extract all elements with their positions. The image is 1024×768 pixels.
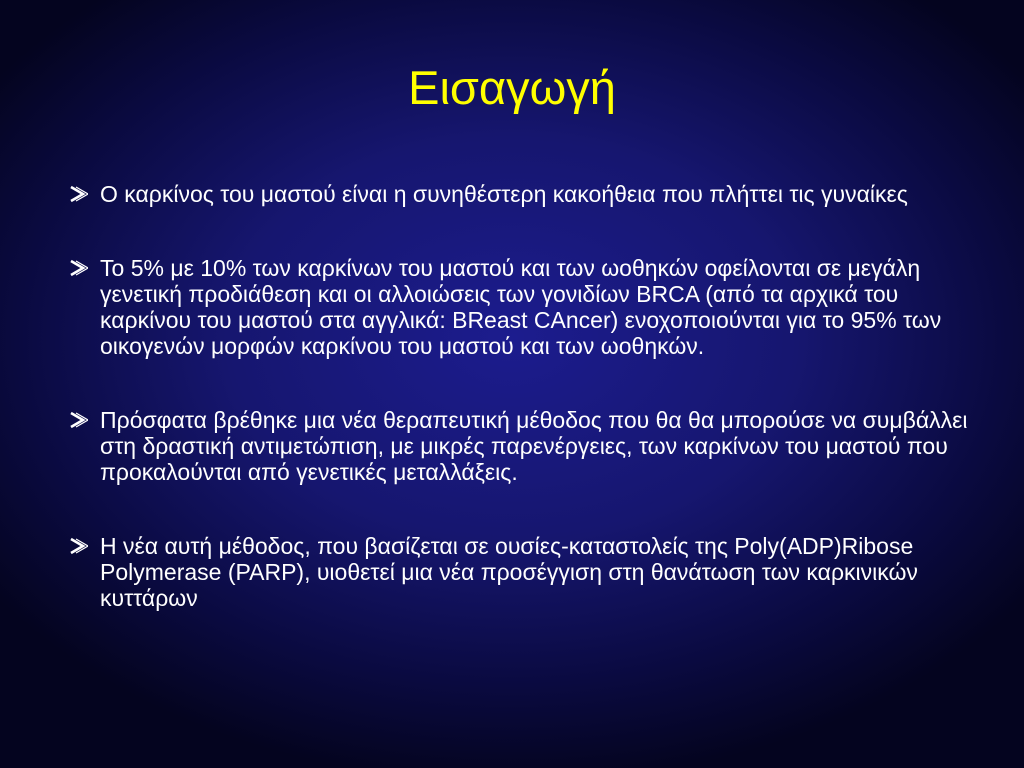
bullet-text: Ο καρκίνος του μαστού είναι η συνηθέστερη κακοήθεια που πλήττει τις γυναίκες xyxy=(100,181,908,207)
arrow-bullet-icon xyxy=(68,185,88,203)
arrow-bullet-icon xyxy=(68,537,88,555)
bullet-item xyxy=(62,255,972,359)
bullet-text: Η νέα αυτή μέθοδος, που βασίζεται σε ουσίες-καταστολείς της Poly(ADP)Ribose Polymerase (PARP), υιοθετεί μια νέα προσέγγιση στη θανάτωση των καρκινικών κυττάρων xyxy=(100,533,918,611)
bullet-text: Πρόσφατα βρέθηκε μια νέα θεραπευτική μέθοδος που θα θα μπορούσε να συμβάλλει στη δραστική αντιμετώπιση, με μικρές παρενέργειες, των καρκίνων του μαστού που προκαλούνται από γενετικές μεταλλάξεις. xyxy=(100,407,968,485)
arrow-bullet-icon xyxy=(68,259,88,277)
bullet-text: Το 5% με 10% των καρκίνων του μαστού και των ωοθηκών οφείλονται σε μεγάλη γενετική προδιάθεση και οι αλλοιώσεις των γονιδίων BRCA (από τα αρχικά του καρκίνου του μαστού στα αγγλικά: BReast CAncer) ενοχοποιούνται για το 95% των οικογενών μορφών καρκίνου του μαστού και των ωοθηκών. xyxy=(100,255,942,359)
bullet-item xyxy=(62,181,972,207)
slide-title: Εισαγωγή xyxy=(408,61,616,114)
bullet-item xyxy=(62,407,972,485)
bullet-list xyxy=(62,181,972,611)
bullet-item xyxy=(62,533,972,611)
arrow-bullet-icon xyxy=(68,411,88,429)
